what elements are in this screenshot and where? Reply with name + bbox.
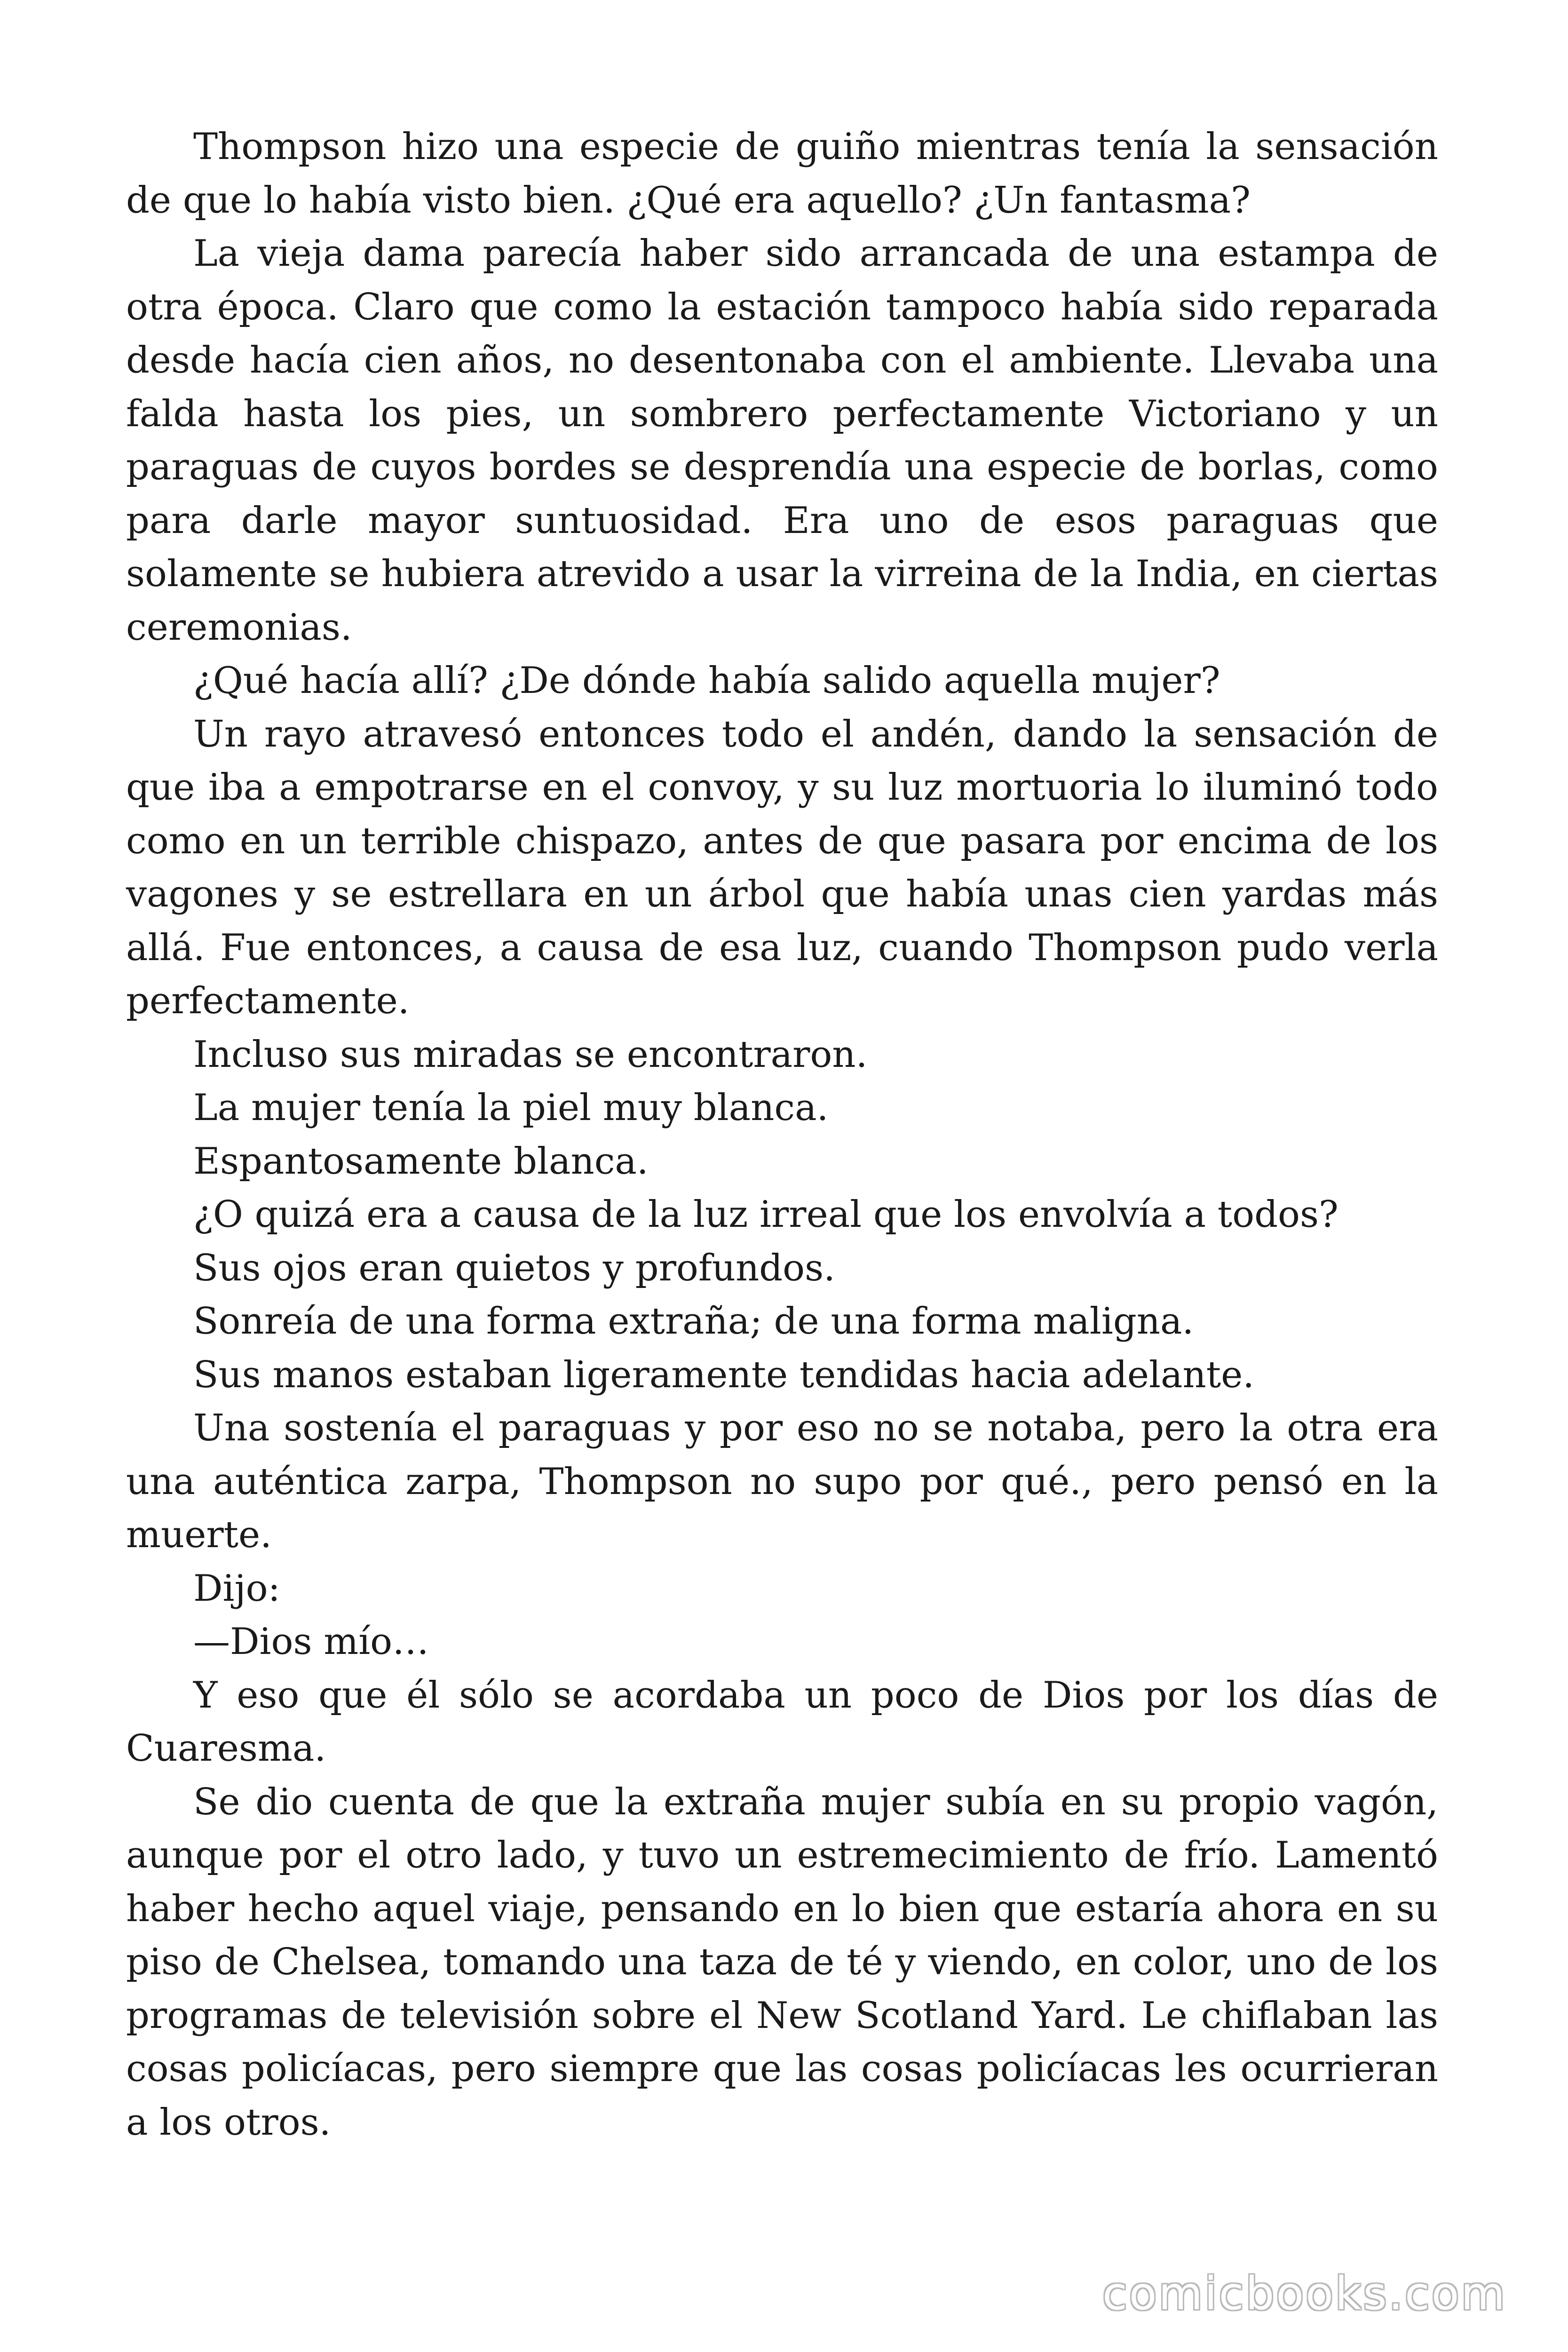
page-body <box>126 120 1438 2149</box>
paragraph: ¿O quizá era a causa de la luz irreal que los envolvía a todos? <box>193 1193 1338 1236</box>
paragraph: Dijo: <box>193 1567 280 1610</box>
paragraph: Sus ojos eran quietos y profundos. <box>193 1247 835 1289</box>
paragraph: Thompson hizo una especie de guiño mientras tenía la sensación de que lo había visto bien. ¿Qué era aquello? ¿Un fantasma? <box>126 126 1438 222</box>
paragraph: Un rayo atravesó entonces todo el andén, dando la sensación de que iba a empotrarse en el convoy, y su luz mortuoria lo iluminó todo como en un terrible chispazo, antes de que pasara por encima de los vagones y se estrellara en un árbol que había unas cien yardas más allá. Fue entonces, a causa de esa luz, cuando Thompson pudo verla perfectamente. <box>126 713 1438 1022</box>
paragraph: Sus manos estaban ligeramente tendidas hacia adelante. <box>193 1353 1255 1396</box>
paragraph: Una sostenía el paraguas y por eso no se notaba, pero la otra era una auténtica zarpa, Thompson no supo por qué., pero pensó en la muerte. <box>126 1407 1438 1556</box>
paragraph: Incluso sus miradas se encontraron. <box>193 1033 868 1076</box>
paragraph: Espantosamente blanca. <box>193 1140 649 1183</box>
paragraph: ¿Qué hacía allí? ¿De dónde había salido aquella mujer? <box>193 660 1220 702</box>
paragraph: Y eso que él sólo se acordaba un poco de Dios por los días de Cuaresma. <box>126 1674 1438 1770</box>
paragraph: Sonreía de una forma extraña; de una forma maligna. <box>193 1300 1194 1343</box>
watermark: comicbooks.com <box>1102 2267 1507 2320</box>
paragraph: Se dio cuenta de que la extraña mujer subía en su propio vagón, aunque por el otro lado, y tuvo un estremecimiento de frío. Lamentó haber hecho aquel viaje, pensando en lo bien que estaría ahora en su piso de Chelsea, tomando una taza de té y viendo, en color, uno de los programas de televisión sobre el New Scotland Yard. Le chiflaban las cosas policíacas, pero siempre que las cosas policíacas les ocurrieran a los otros. <box>126 1780 1438 2144</box>
paragraph: —Dios mío… <box>193 1621 429 1663</box>
paragraph: La mujer tenía la piel muy blanca. <box>193 1087 829 1129</box>
paragraph: La vieja dama parecía haber sido arrancada de una estampa de otra época. Claro que como la estación tampoco había sido reparada desde hacía cien años, no desentonaba con el ambiente. Llevaba una falda hasta los pies, un sombrero perfectamente Victoriano y un paraguas de cuyos bordes se desprendía una especie de borlas, como para darle mayor suntuosidad. Era uno de esos paraguas que solamente se hubiera atrevido a usar la virreina de la India, en ciertas ceremonias. <box>126 232 1438 649</box>
